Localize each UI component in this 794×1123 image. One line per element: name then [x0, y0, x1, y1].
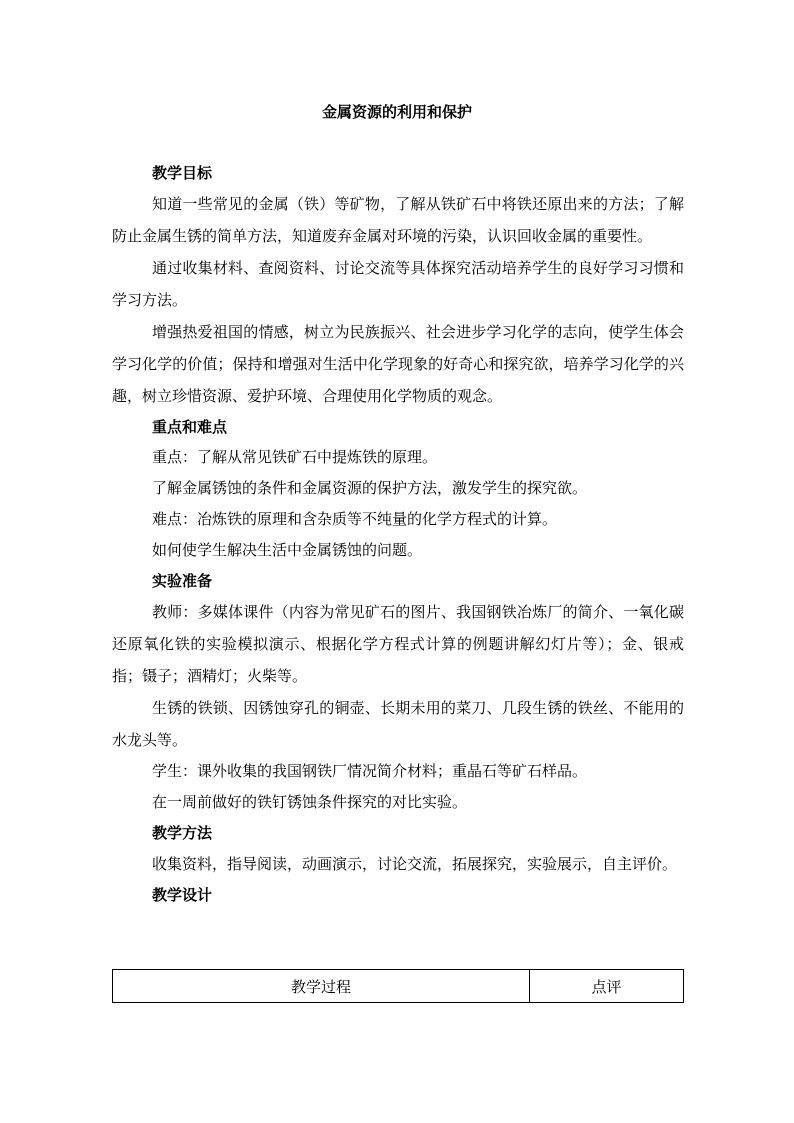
column-header-process: 教学过程	[113, 970, 530, 1003]
paragraph: 如何使学生解决生活中金属锈蚀的问题。	[152, 541, 423, 559]
paragraph: 在一周前做好的铁钉锈蚀条件探究的对比实验。	[152, 793, 468, 811]
paragraph: 重点：了解从常见铁矿石中提炼铁的原理。	[152, 448, 438, 466]
table-header-row	[113, 970, 684, 1003]
paragraph: 教师：多媒体课件（内容为常见矿石的图片、我国钢铁冶炼厂的简介、一氧化碳还原氧化铁的实验模拟演示、根据化学方程式计算的例题讲解幻灯片等）；金、银戒指；镊子；酒精灯；火柴等。	[112, 603, 684, 685]
section-heading-preparation: 实验准备	[152, 572, 213, 590]
section-heading-methods: 教学方法	[152, 824, 213, 842]
teaching-design-table	[112, 969, 684, 1003]
section-heading-key-points: 重点和难点	[152, 418, 228, 436]
paragraph: 难点：冶炼铁的原理和含杂质等不纯量的化学方程式的计算。	[152, 510, 558, 528]
column-header-comment: 点评	[530, 970, 684, 1003]
page-title: 金属资源的利用和保护	[321, 103, 472, 121]
paragraph: 了解金属锈蚀的条件和金属资源的保护方法，激发学生的探究欲。	[152, 479, 588, 497]
paragraph: 知道一些常见的金属（铁）等矿物，了解从铁矿石中将铁还原出来的方法；了解防止金属生锈的简单方法，知道废弃金属对环境的污染，认识回收金属的重要性。	[112, 195, 684, 245]
paragraph: 增强热爱祖国的情感，树立为民族振兴、社会进步学习化学的志向，使学生体会学习化学的价值；保持和增强对生活中化学现象的好奇心和探究欲，培养学习化学的兴趣，树立珍惜资源、爱护环境、合理使用化学物质的观念。	[112, 323, 684, 405]
section-heading-design: 教学设计	[152, 886, 213, 904]
paragraph: 生锈的铁锁、因锈蚀穿孔的铜壶、长期未用的菜刀、几段生锈的铁丝、不能用的水龙头等。	[112, 699, 684, 749]
section-heading-goals: 教学目标	[152, 164, 213, 182]
paragraph: 收集资料，指导阅读，动画演示，讨论交流，拓展探究，实验展示，自主评价。	[152, 855, 678, 873]
paragraph: 通过收集材料、查阅资料、讨论交流等具体探究活动培养学生的良好学习习惯和学习方法。	[112, 259, 684, 309]
document-body	[112, 158, 684, 910]
paragraph: 学生：课外收集的我国钢铁厂情况简介材料；重晶石等矿石样品。	[152, 762, 588, 780]
